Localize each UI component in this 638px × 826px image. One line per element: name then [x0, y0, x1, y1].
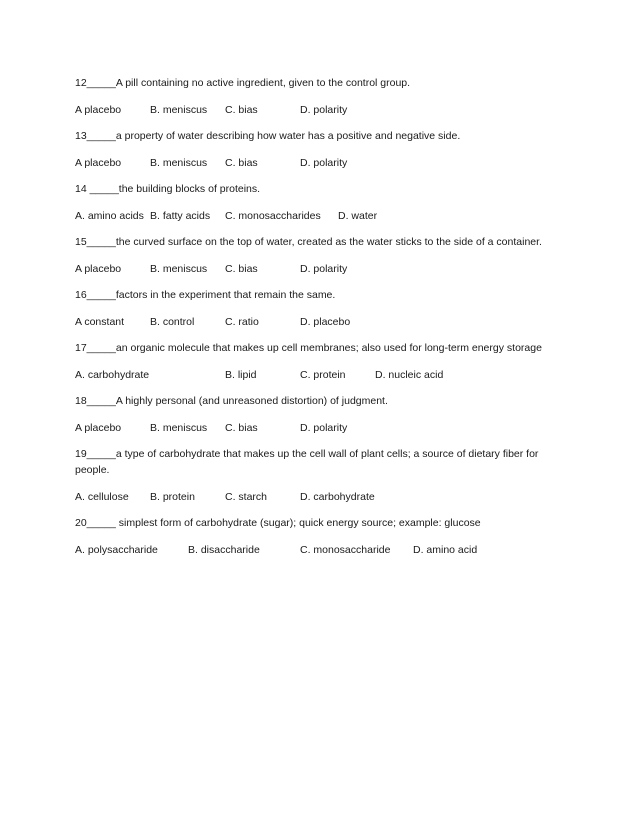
question-20-option-d: D. amino acid — [413, 544, 478, 556]
question-18-option-c: C. bias — [225, 422, 258, 434]
question-19-option-d: D. carbohydrate — [300, 491, 375, 503]
question-15-prompt: 15_____the curved surface on the top of water, created as the water sticks to the side of a container. — [75, 236, 542, 248]
question-19-prompt: 19_____a type of carbohydrate that makes up the cell wall of plant cells; a source of dietary fiber for — [75, 448, 539, 460]
question-20-option-b: B. disaccharide — [188, 544, 260, 556]
question-17-option-d: D. nucleic acid — [375, 369, 444, 381]
question-13-option-b: B. meniscus — [150, 157, 208, 169]
question-13-prompt: 13_____a property of water describing how water has a positive and negative side. — [75, 130, 461, 142]
question-12-option-b: B. meniscus — [150, 104, 208, 116]
question-12-prompt: 12_____A pill containing no active ingredient, given to the control group. — [75, 77, 411, 89]
question-15-option-b: B. meniscus — [150, 263, 208, 275]
question-14-option-a: A. amino acids — [75, 210, 144, 222]
question-20-prompt: 20_____ simplest form of carbohydrate (sugar); quick energy source; example: glucose — [75, 517, 481, 529]
question-15-option-a: A placebo — [75, 263, 122, 275]
question-19-option-b: B. protein — [150, 491, 195, 503]
question-16-option-b: B. control — [150, 316, 195, 328]
question-19-option-c: C. starch — [225, 491, 268, 503]
question-20-option-a: A. polysaccharide — [75, 544, 158, 556]
question-18-option-d: D. polarity — [300, 422, 348, 434]
question-16-option-d: D. placebo — [300, 316, 351, 328]
question-13-option-c: C. bias — [225, 157, 258, 169]
question-18-prompt: 18_____A highly personal (and unreasoned distortion) of judgment. — [75, 395, 388, 407]
question-19-option-a: A. cellulose — [75, 491, 129, 503]
question-12-option-d: D. polarity — [300, 104, 348, 116]
question-12-option-a: A placebo — [75, 104, 122, 116]
question-17-option-c: C. protein — [300, 369, 346, 381]
question-17-prompt: 17_____an organic molecule that makes up cell membranes; also used for long-term energy storage — [75, 342, 542, 354]
question-18-option-b: B. meniscus — [150, 422, 208, 434]
question-14-option-d: D. water — [338, 210, 378, 222]
question-13-option-d: D. polarity — [300, 157, 348, 169]
question-20-option-c: C. monosaccharide — [300, 544, 391, 556]
question-12-option-c: C. bias — [225, 104, 258, 116]
question-16-option-a: A constant — [75, 316, 125, 328]
question-16-option-c: C. ratio — [225, 316, 259, 328]
question-14-option-b: B. fatty acids — [150, 210, 211, 222]
question-15-option-c: C. bias — [225, 263, 258, 275]
question-19-prompt-continued: people. — [75, 464, 110, 476]
question-17-option-a: A. carbohydrate — [75, 369, 150, 381]
question-17-option-b: B. lipid — [225, 369, 257, 381]
question-15-option-d: D. polarity — [300, 263, 348, 275]
question-14-prompt: 14 _____the building blocks of proteins. — [75, 183, 261, 195]
question-13-option-a: A placebo — [75, 157, 122, 169]
question-18-option-a: A placebo — [75, 422, 122, 434]
question-16-prompt: 16_____factors in the experiment that remain the same. — [75, 289, 336, 301]
question-14-option-c: C. monosaccharides — [225, 210, 321, 222]
